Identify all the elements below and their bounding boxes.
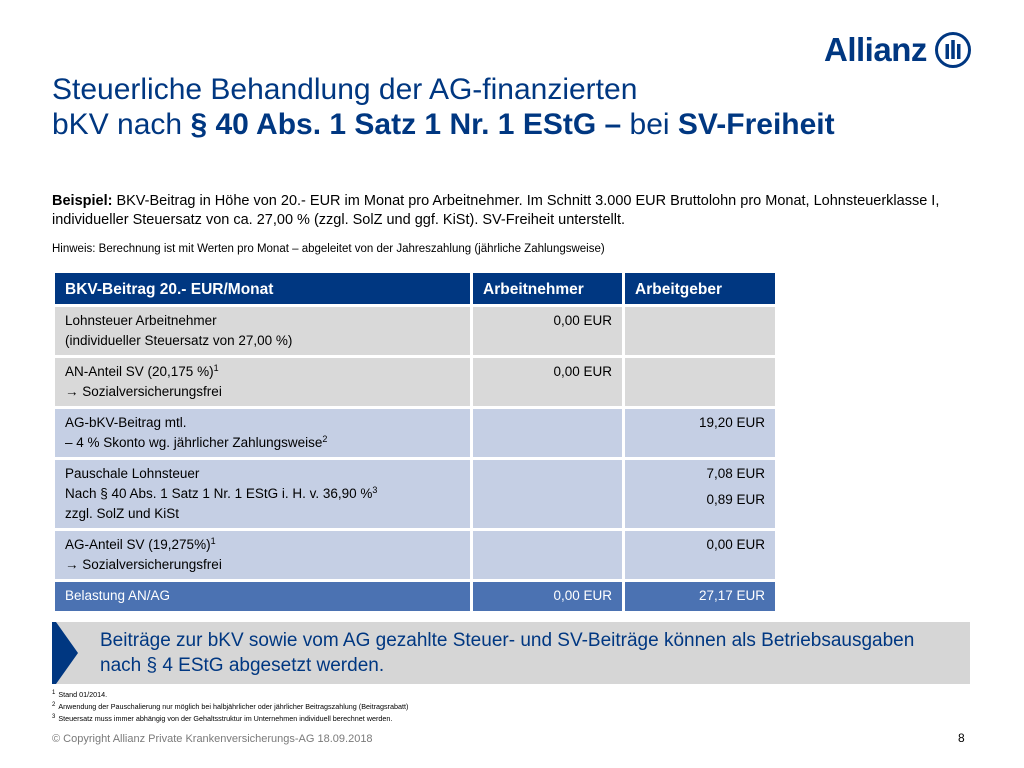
page-title <box>52 72 912 142</box>
row-employee-value <box>472 408 624 459</box>
title-law-reference: § 40 Abs. 1 Satz 1 Nr. 1 EStG – <box>190 108 622 141</box>
title-line-2 <box>52 107 912 142</box>
title-prefix: bKV nach <box>52 108 191 141</box>
row-label-line: AG-bKV-Beitrag mtl. <box>65 415 187 430</box>
row-label-line <box>65 555 460 575</box>
row-label-line <box>65 382 460 402</box>
footnote-ref: 2 <box>322 434 328 444</box>
total-employee-value: 0,00 EUR <box>472 581 624 613</box>
row-label <box>54 306 472 357</box>
row-employer-value: 0,00 EUR <box>624 530 777 581</box>
footnote-number: 2 <box>52 702 56 708</box>
table-row <box>54 530 777 581</box>
allianz-eagle-icon <box>935 32 971 68</box>
row-label-line <box>65 433 460 453</box>
row-employer-value: 19,20 EUR <box>624 408 777 459</box>
row-label-line: zzgl. SolZ und KiSt <box>65 506 180 521</box>
row-employer-value <box>624 306 777 357</box>
row-label-text: Sozialversicherungsfrei <box>78 384 222 399</box>
footnote-text: Steuersatz muss immer abhängig von der Gehaltsstruktur im Unternehmen individuell berechnet werden. <box>58 714 393 723</box>
row-label-line: (individueller Steuersatz von 27,00 %) <box>65 333 293 348</box>
table-row <box>54 459 777 530</box>
header-employee: Arbeitnehmer <box>472 272 624 306</box>
arrow-right-icon: → <box>65 557 79 572</box>
footnote-ref: 3 <box>372 485 378 495</box>
contribution-table <box>52 270 778 614</box>
row-label-text: – 4 % Skonto wg. jährlicher Zahlungsweise <box>65 435 323 450</box>
table-header-row <box>54 272 777 306</box>
total-employer-value: 27,17 EUR <box>624 581 777 613</box>
table-row <box>54 357 777 408</box>
header-employer: Arbeitgeber <box>624 272 777 306</box>
example-text: BKV-Beitrag in Höhe von 20.- EUR im Monat pro Arbeitnehmer. Im Schnitt 3.000 EUR Bruttolohn pro Monat, Lohnsteuerklasse I, individueller Steuersatz von ca. 27,00 % (zzgl. SolZ und ggf. KiSt). SV-Freiheit unterstellt. <box>52 193 940 228</box>
copyright-notice: © Copyright Allianz Private Krankenversicherungs-AG 18.09.2018 <box>52 733 373 745</box>
footnote-number: 1 <box>52 690 56 696</box>
logo-wordmark: Allianz <box>824 31 927 68</box>
conclusion-banner <box>52 622 970 684</box>
footnote-number: 3 <box>52 714 56 720</box>
footnote <box>52 701 652 713</box>
row-label-text: Nach § 40 Abs. 1 Satz 1 Nr. 1 EStG i. H. v. 36,90 % <box>65 486 373 501</box>
allianz-logo <box>824 28 976 72</box>
table-row <box>54 306 777 357</box>
row-label-text: AN-Anteil SV (20,175 %) <box>65 364 214 379</box>
title-sv-freiheit: SV-Freiheit <box>677 108 835 141</box>
row-employer-value <box>624 357 777 408</box>
total-label: Belastung AN/AG <box>54 581 472 613</box>
footnote-text: Stand 01/2014. <box>58 690 108 699</box>
row-label-line <box>65 362 460 382</box>
chevron-right-icon <box>52 622 78 684</box>
title-mid: bei <box>621 108 678 141</box>
footnote-text: Anwendung der Pauschalierung nur möglich bei halbjährlicher oder jährlicher Beitragszahlung (Beitragsrabatt) <box>58 702 409 711</box>
example-paragraph <box>52 192 962 230</box>
row-employee-value <box>472 459 624 530</box>
row-label-text: Sozialversicherungsfrei <box>78 557 222 572</box>
row-employer-value <box>624 459 777 530</box>
row-label-line <box>65 535 460 555</box>
footnote <box>52 713 652 725</box>
row-employee-value: 0,00 EUR <box>472 357 624 408</box>
row-label <box>54 530 472 581</box>
title-line-1: Steuerliche Behandlung der AG-finanzierten <box>52 73 638 106</box>
employer-solz-value: 0,89 EUR <box>706 492 765 507</box>
arrow-right-icon: → <box>65 384 79 399</box>
header-contribution: BKV-Beitrag 20.- EUR/Monat <box>54 272 472 306</box>
row-label-line <box>65 484 460 504</box>
footnote-ref: 1 <box>213 363 219 373</box>
calculation-hint: Hinweis: Berechnung ist mit Werten pro Monat – abgeleitet von der Jahreszahlung (jährliche Zahlungsweise) <box>52 243 605 255</box>
employer-tax-value: 7,08 EUR <box>706 466 765 481</box>
footnote <box>52 689 652 701</box>
row-label <box>54 459 472 530</box>
conclusion-text: Beiträge zur bKV sowie vom AG gezahlte Steuer- und SV-Beiträge können als Betriebsausgaben nach § 4 EStG abgesetzt werden. <box>100 630 915 676</box>
row-employee-value: 0,00 EUR <box>472 306 624 357</box>
example-label: Beispiel: <box>52 193 113 209</box>
row-label-line: Pauschale Lohnsteuer <box>65 466 200 481</box>
row-label <box>54 408 472 459</box>
footnotes <box>52 689 652 725</box>
table-row <box>54 408 777 459</box>
table-total-row <box>54 581 777 613</box>
row-label-line: Lohnsteuer Arbeitnehmer <box>65 313 217 328</box>
footnote-ref: 1 <box>210 536 216 546</box>
row-employee-value <box>472 530 624 581</box>
row-label-text: AG-Anteil SV (19,275%) <box>65 537 211 552</box>
page-number: 8 <box>958 731 965 745</box>
row-label <box>54 357 472 408</box>
